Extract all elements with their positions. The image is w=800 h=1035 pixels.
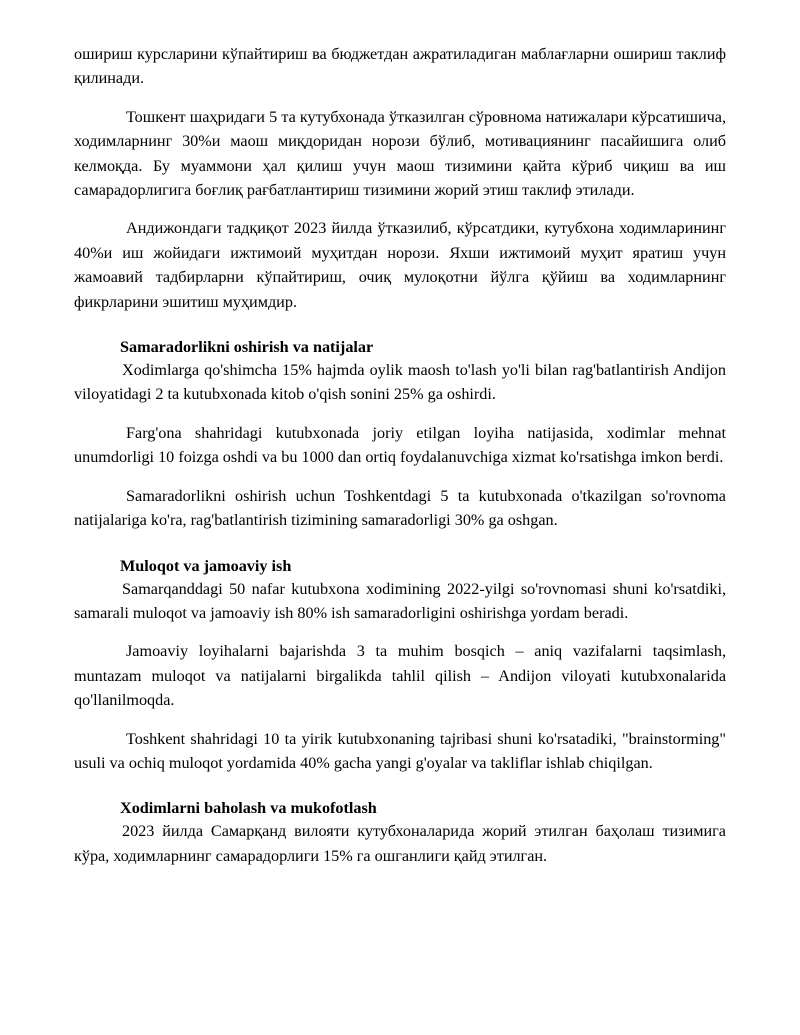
- paragraph: Jamoaviy loyihalarni bajarishda 3 ta muhim bosqich – aniq vazifalarni taqsimlash, muntazam muloqot va natijalarni birgalikda tahlil qilish – Andijon viloyati kutubxonalarida qo'llanilmoqda.: [74, 642, 726, 710]
- document-body: [74, 42, 726, 868]
- paragraph: Farg'ona shahridagi kutubxonada joriy etilgan loyiha natijasida, xodimlar mehnat unumdorligi 10 foizga oshdi va bu 1000 dan ortiq foydalanuvchiga xizmat ko'rsatishga imkon berdi.: [74, 423, 726, 467]
- paragraph-tashkent-survey: Тошкент шаҳридаги 5 та кутубхонада ўтказилган сўровнома натижалари кўрсатишича, ходимларнинг 30%и маош миқдоридан норози бўлиб, мотивациянинг пасайишига олиб келмоқда. Бу муаммони ҳал қилиш учун маош тизимини қайта кўриб чиқиш ва иш самарадорлигига боғлиқ рағбатлантириш тизимини жорий этиш таклиф этилади.: [74, 107, 726, 200]
- section-heading-communication: Muloqot va jamoaviy ish: [120, 556, 292, 575]
- paragraph-andijan-study: Андижондаги тадқиқот 2023 йилда ўтказилиб, кўрсатдики, кутубхона ходимларининг 40%и иш жойидаги ижтимоий муҳитдан норози. Яхши ижтимоий муҳит яратиш учун жамоавий тадбирларни кўпайтириш, очиқ мулоқотни йўлга қўйиш ва ходимларнинг фикрларини эшитиш муҳимдир.: [74, 219, 726, 311]
- paragraph-continued: ошириш курсларини кўпайтириш ва бюджетдан ажратиладиган маблағларни ошириш таклиф қилинади.: [74, 45, 726, 88]
- section-heading-evaluation: Xodimlarni baholash va mukofotlash: [120, 799, 377, 818]
- paragraph: Xodimlarga qo'shimcha 15% hajmda oylik maosh to'lash yo'li bilan rag'batlantirish Andijon viloyatidagi 2 ta kutubxonada kitob o'qish sonini 25% ga oshirdi.: [74, 361, 726, 404]
- paragraph: 2023 йилда Самарқанд вилояти кутубхоналарида жорий этилган баҳолаш тизимига кўра, ходимларнинг самарадорлиги 15% га ошганлиги қайд этилган.: [74, 822, 726, 865]
- paragraph: Samarqanddagi 50 nafar kutubxona xodimining 2022-yilgi so'rovnomasi shuni ko'rsatdiki, samarali muloqot va jamoaviy ish 80% ish samaradorligini oshirishga yordam beradi.: [74, 579, 726, 622]
- paragraph: Toshkent shahridagi 10 ta yirik kutubxonaning tajribasi shuni ko'rsatadiki, "brainstorming" usuli va ochiq muloqot yordamida 40% gacha yangi g'oyalar va takliflar ishlab chiqilgan.: [74, 729, 726, 772]
- paragraph: Samaradorlikni oshirish uchun Toshkentdagi 5 ta kutubxonada o'tkazilgan so'rovnoma natijalariga ko'ra, rag'batlantirish tizimining samaradorligi 30% ga oshgan.: [74, 486, 726, 530]
- section-heading-efficiency: Samaradorlikni oshirish va natijalar: [120, 338, 374, 357]
